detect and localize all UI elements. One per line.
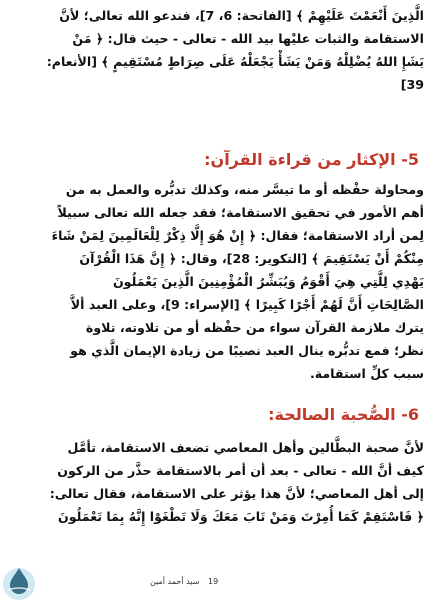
water-drop-logo-icon — [0, 562, 38, 600]
text-line: نظر؛ فمع تدبُّره ينال العبد نصيبًا من زيادة الإيمان الَّذي هو — [70, 343, 424, 358]
text-line: لِمن أراد الاستقامة؛ فقال: ﴿ إِنْ هُوَ إِلَّا ذِكْرٌ لِلْعَالَمِينَ لِمَنْ شَاءَ — [51, 228, 424, 243]
text-line: يترك ملازمة القرآن سواء من حفْظه أو من تلاوته، تلاوة — [85, 320, 424, 335]
text-line: الاستقامة والثبات عليْها بيد الله - تعالى - حيث قال: ﴿ مَنْ — [72, 31, 424, 46]
page-number: 19 — [208, 577, 219, 586]
paragraph-continuation — [28, 4, 424, 96]
section-heading-quran-reading: 5- الإكثار من قراءة القرآن: — [204, 150, 419, 169]
text-line: ومحاولة حفْظه أو ما تيسَّر منه، وكذلك تدبُّره والعمل به من — [65, 182, 424, 197]
text-line: الَّذِينَ أَنْعَمْتَ عَلَيْهِمْ ﴾ [الفاتحة: 6، 7]، فندعو الله تعالى؛ لأنَّ — [59, 8, 424, 23]
text-line: كيف أنَّ الله - تعالى - بعد أن أمر بالاستقامة حذَّر من الركون — [57, 463, 424, 478]
text-line: يَهْدِي لِلَّتِي هِيَ أَقْوَمُ وَيُبَشِّرُ الْمُؤْمِنِينَ الَّذِينَ يَعْمَلُونَ — [112, 274, 424, 289]
paragraph-good-company — [28, 436, 424, 528]
text-line: لأنَّ صحبة البطَّالين وأهل المعاصي تضعف الاستقامة، تأمَّل — [67, 440, 424, 455]
text-line: 39] — [400, 77, 424, 92]
text-line: يَشَإِ اللهُ يُضْلِلْهُ وَمَنْ يَشَأْ يَجْعَلْهُ عَلَى صِرَاطٍ مُسْتَقِيمٍ ﴾ [الأنعام: — [46, 54, 424, 69]
section-heading-good-company: 6- الصُّحبة الصالحة: — [268, 405, 419, 424]
paragraph-quran-reading — [28, 178, 424, 385]
footer-author: سيد أحمد أمين — [150, 577, 200, 586]
text-line: مِنْكُمْ أَنْ يَسْتَقِيمَ ﴾ [التكوير: 28]، وقال: ﴿ إِنَّ هَذَا الْقُرْآنَ — [79, 251, 424, 266]
text-line: سبب كلِّ استقامة. — [309, 366, 424, 381]
text-line: ﴿ فَاسْتَقِمْ كَمَا أُمِرْتَ وَمَنْ تَابَ مَعَكَ وَلَا تَطْغَوْا إِنَّهُ بِمَا تَعْمَلُونَ — [57, 509, 424, 524]
text-line: إلى أهل المعاصي؛ لأنَّ هذا يؤثر على الاستقامة، فقال تعالى: — [49, 486, 424, 501]
text-line: الصَّالِحَاتِ أَنَّ لَهُمْ أَجْرًا كَبِيرًا ﴾ [الإسراء: 9]، وعلى العبد ألاَّ — [70, 297, 424, 312]
text-line: أهم الأمور في تحقيق الاستقامة؛ فقد جعله الله تعالى سبيلاً — [57, 205, 424, 220]
